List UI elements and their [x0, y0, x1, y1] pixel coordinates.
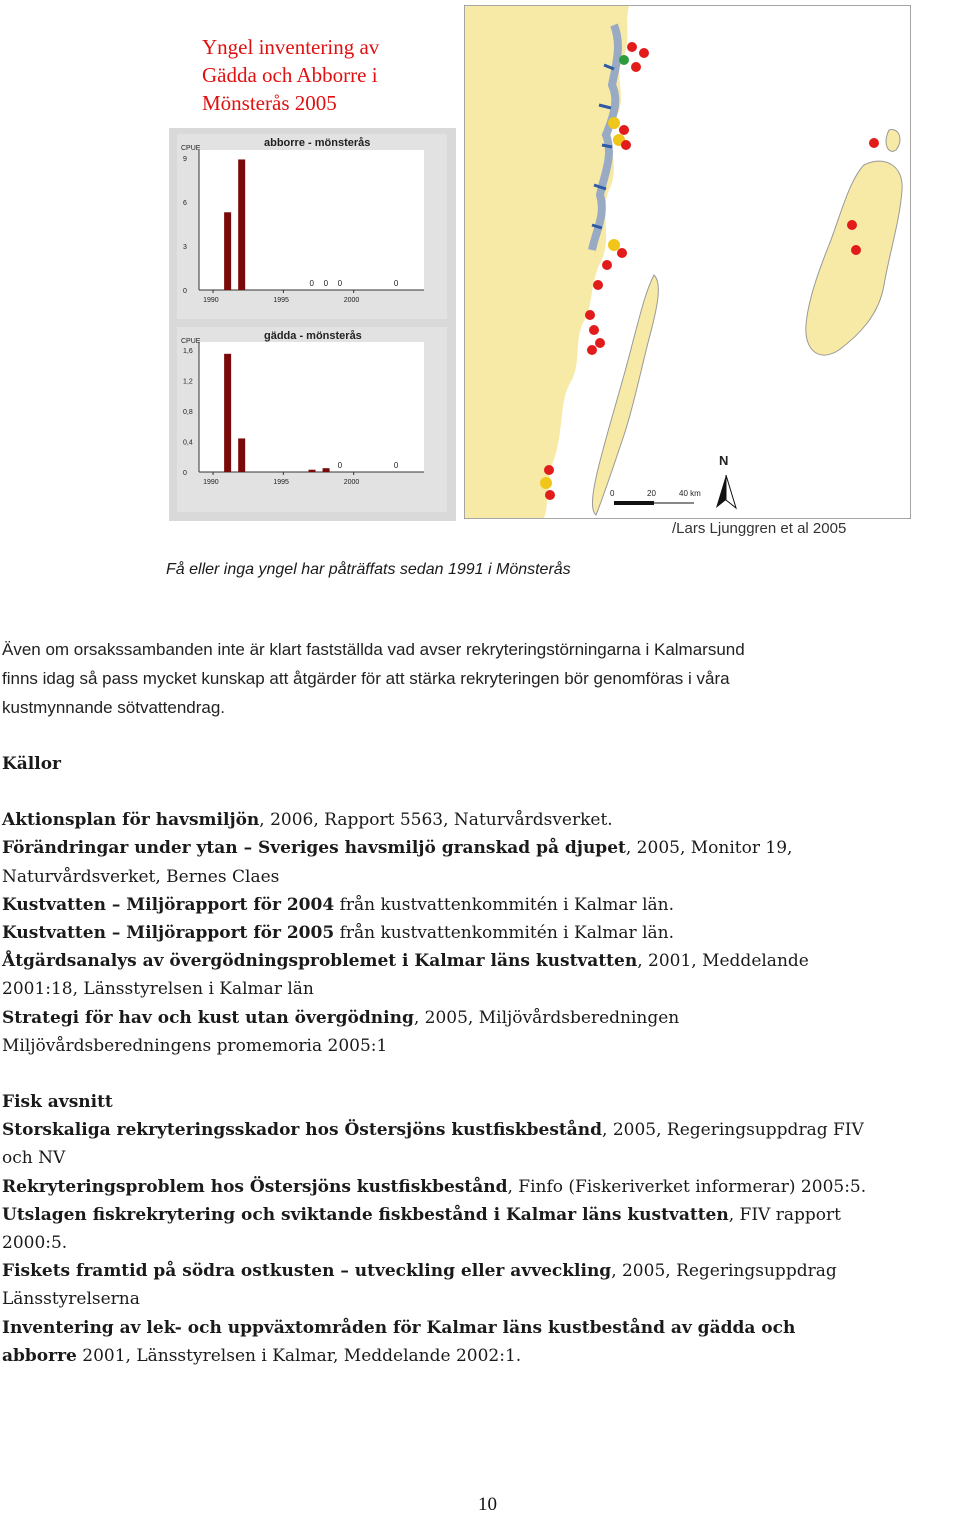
- y-axis-label: CPUE: [181, 338, 201, 345]
- figure-credit: /Lars Ljunggren et al 2005: [672, 520, 847, 537]
- svg-text:0: 0: [610, 489, 615, 498]
- reference-line: [2, 863, 960, 891]
- reference-line: [2, 1285, 960, 1313]
- references-list: [2, 806, 960, 1060]
- reference-details: Naturvårdsverket, Bernes Claes: [2, 866, 280, 887]
- reference-title: Inventering av lek- och uppväxtområden för Kalmar läns kustbestånd av gädda och: [2, 1317, 796, 1338]
- y-tick-label: 9: [183, 156, 187, 163]
- reference-title: Rekryteringsproblem hos Östersjöns kustfiskbestånd: [2, 1176, 508, 1197]
- reference-title: Utslagen fiskrekrytering och sviktande fiskbestånd i Kalmar läns kustvatten: [2, 1204, 729, 1225]
- reference-title: Kustvatten – Miljörapport för 2004: [2, 894, 335, 915]
- paragraph-line: Även om orsakssambanden inte är klart fastställda vad avser rekryteringstörningarna i Kalmarsund: [2, 640, 745, 659]
- reference-details: Länsstyrelserna: [2, 1289, 140, 1310]
- page-number: 10: [478, 1494, 497, 1515]
- title-line: Mönsterås 2005: [202, 91, 337, 115]
- reference-details: , 2005, Monitor 19,: [625, 838, 793, 859]
- reference-details: , FIV rapport: [728, 1204, 841, 1225]
- reference-details: Miljövårdsberedningens promemoria 2005:1: [2, 1035, 388, 1056]
- cpue-charts: [169, 128, 456, 521]
- x-tick-label: 1995: [273, 297, 289, 304]
- bar: [323, 468, 330, 472]
- reference-title: Storskaliga rekryteringsskador hos Östersjöns kustfiskbestånd: [2, 1120, 603, 1141]
- reference-title: Förändringar under ytan – Sveriges havsmiljö granskad på djupet: [2, 838, 626, 859]
- north-label: N: [719, 453, 729, 468]
- bar: [224, 354, 231, 472]
- reference-line: [2, 806, 960, 834]
- bar: [238, 438, 245, 472]
- cpue-charts-panel: [169, 128, 456, 521]
- x-tick-label: 1990: [203, 297, 219, 304]
- x-tick-label: 2000: [343, 479, 360, 486]
- reference-details: , Finfo (Fiskeriverket informerar) 2005:5.: [507, 1176, 867, 1197]
- reference-line: [2, 919, 960, 947]
- bar-value-label: 0: [323, 279, 329, 288]
- reference-title: Aktionsplan för havsmiljön: [2, 810, 260, 831]
- paragraph-line: finns idag så pass mycket kunskap att åtgärder för att stärka rekryteringen bör genomföras i våra: [2, 669, 730, 688]
- y-tick-label: 0,8: [183, 409, 193, 416]
- paragraph-line: kustmynnande sötvattendrag.: [2, 698, 226, 717]
- kalmarsund-map: [464, 5, 911, 519]
- body-paragraph: [2, 635, 957, 722]
- fish-heading: Fisk avsnitt: [2, 1092, 113, 1113]
- bar: [238, 159, 245, 290]
- chart-title: abborre - mönsterås: [264, 137, 371, 149]
- reference-details: , 2005, Miljövårdsberedningen: [413, 1007, 680, 1028]
- reference-line: [2, 947, 960, 975]
- chart-plot-area: [199, 342, 424, 472]
- y-tick-label: 1,6: [183, 348, 193, 355]
- reference-line: [2, 1144, 960, 1172]
- reference-details: 2001, Länsstyrelsen i Kalmar, Meddelande 2002:1.: [76, 1345, 522, 1366]
- reference-details: , 2005, Regeringsuppdrag FIV: [602, 1120, 864, 1141]
- reference-title: Strategi för hav och kust utan övergödning: [2, 1007, 414, 1028]
- title-line: Yngel inventering av: [202, 35, 380, 59]
- bar: [309, 470, 316, 472]
- reference-details: , 2005, Regeringsuppdrag: [611, 1261, 837, 1282]
- chart-plot-area: [199, 150, 424, 290]
- reference-title: abborre: [2, 1345, 77, 1366]
- figure-caption: Få eller inga yngel har påträffats sedan 1991 i Mönsterås: [166, 561, 571, 578]
- sources-section: [2, 750, 960, 1370]
- reference-line: [2, 1004, 960, 1032]
- reference-line: [2, 834, 960, 862]
- svg-text:40 km: 40 km: [679, 489, 701, 498]
- reference-line: [2, 1201, 960, 1229]
- chart-title: gädda - mönsterås: [264, 330, 362, 342]
- bar: [224, 212, 231, 290]
- reference-title: Åtgärdsanalys av övergödningsproblemet i Kalmar läns kustvatten: [2, 951, 638, 972]
- coast-map: [464, 5, 911, 519]
- reference-line: [2, 1314, 960, 1342]
- bar-value-label: 0: [309, 279, 314, 288]
- reference-details: och NV: [2, 1148, 66, 1169]
- reference-line: [2, 1173, 960, 1201]
- y-tick-label: 6: [183, 200, 187, 207]
- reference-title: Kustvatten – Miljörapport för 2005: [2, 923, 335, 944]
- svg-text:20: 20: [647, 489, 656, 498]
- reference-line: [2, 1257, 960, 1285]
- x-tick-label: 2000: [343, 297, 360, 304]
- reference-details: , 2001, Meddelande: [637, 951, 809, 972]
- faro-island: [886, 130, 900, 152]
- bar-value-label: 0: [337, 279, 343, 288]
- x-tick-label: 1990: [203, 479, 219, 486]
- reference-details: 2000:5.: [2, 1233, 68, 1254]
- figure-title: [202, 33, 462, 117]
- x-tick-label: 1995: [273, 479, 289, 486]
- y-axis-label: CPUE: [181, 145, 201, 152]
- fish-references-list: [2, 1116, 960, 1370]
- bar-value-label: 0: [393, 279, 399, 288]
- reference-line: [2, 1116, 960, 1144]
- reference-line: [2, 891, 960, 919]
- y-tick-label: 0: [183, 470, 187, 477]
- y-tick-label: 3: [183, 244, 187, 251]
- reference-line: [2, 1342, 960, 1370]
- reference-details: från kustvattenkommitén i Kalmar län.: [334, 894, 674, 915]
- reference-line: [2, 975, 960, 1003]
- y-tick-label: 0: [183, 288, 187, 295]
- y-tick-label: 0,4: [183, 439, 193, 447]
- bar-value-label: 0: [393, 461, 399, 470]
- reference-details: från kustvattenkommitén i Kalmar län.: [334, 923, 674, 944]
- y-tick-label: 1,2: [183, 378, 193, 386]
- bar-value-label: 0: [337, 461, 343, 470]
- reference-details: 2001:18, Länsstyrelsen i Kalmar län: [2, 979, 314, 1000]
- reference-title: Fiskets framtid på södra ostkusten – utveckling eller avveckling: [2, 1261, 612, 1282]
- title-line: Gädda och Abborre i: [202, 63, 378, 87]
- reference-line: [2, 1032, 960, 1060]
- reference-line: [2, 1229, 960, 1257]
- reference-details: , 2006, Rapport 5563, Naturvårdsverket.: [259, 810, 613, 831]
- sources-heading: Källor: [2, 754, 62, 774]
